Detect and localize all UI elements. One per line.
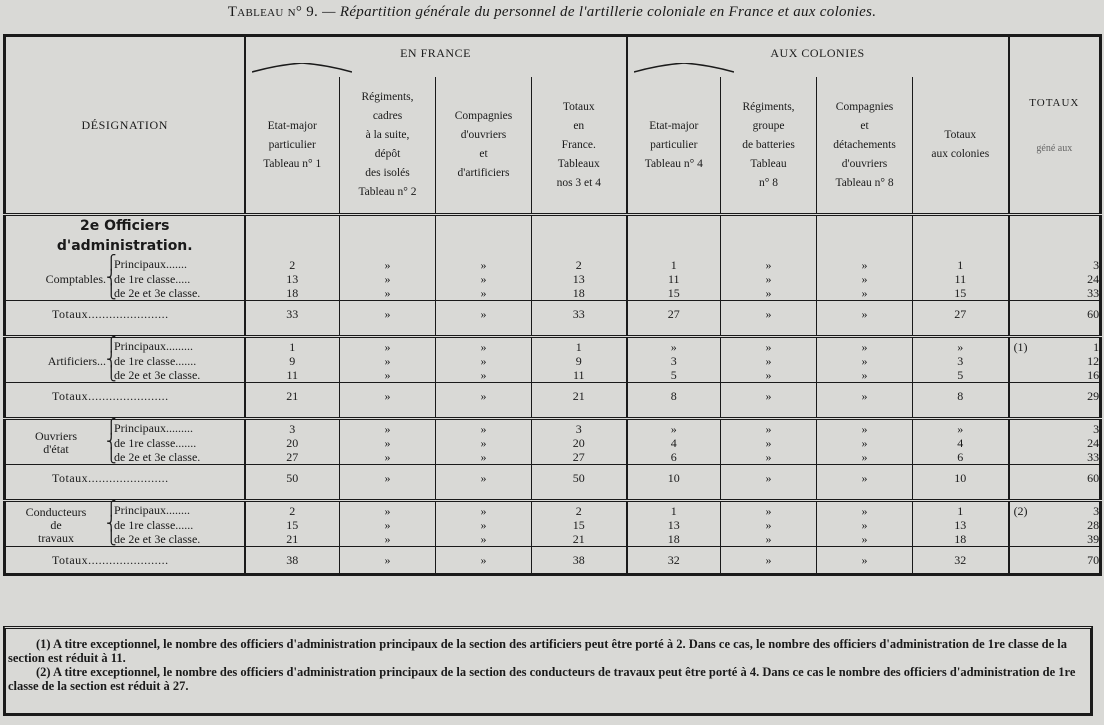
table-cell: 18 [913, 532, 1009, 547]
column-header-line: des isolés [365, 167, 410, 179]
table-cell: 16 [1009, 368, 1101, 383]
table-cell: 13 [627, 518, 721, 532]
table-cell: 39 [1009, 532, 1101, 547]
table-cell: 18 [627, 532, 721, 547]
table-row [5, 436, 1101, 450]
table-caption: — Répartition générale du personnel de l'artillerie coloniale en France et aux colonies. [322, 4, 877, 20]
table-cell: 4 [913, 436, 1009, 450]
table-cell: » [436, 501, 532, 519]
table-cell: 24 [1009, 436, 1101, 450]
category-label: Artificiers... [47, 354, 106, 368]
table-cell: 3 [627, 354, 721, 368]
footnote-1: (1) A titre exceptionnel, le nombre des officiers d'administration principaux de la section des artificiers peut être porté à 2. Dans ce cas, le nombre des officiers d'administration de 1re classe de la section est réduit à 11. [8, 637, 1068, 665]
group-divider [5, 409, 1101, 419]
table-cell: 1 [627, 256, 721, 272]
table-cell: 3 [532, 419, 627, 437]
table-cell: » [817, 532, 913, 547]
table-cell: » [817, 337, 913, 355]
row-label-text: Principaux......... [114, 421, 193, 435]
column-header-line: Tableau [750, 157, 787, 170]
row-label [5, 532, 245, 547]
table-cell: 20 [532, 436, 627, 450]
table-cell: » [817, 547, 913, 575]
brace-icon: ⎧ [106, 338, 117, 353]
column-header-line: d'ouvriers [460, 129, 507, 141]
column-header-line: Tableau n° 2 [358, 186, 417, 198]
table-cell: 11 [627, 272, 721, 286]
table-cell: 29 [1009, 383, 1101, 410]
table-cell: » [721, 301, 817, 328]
column-header-line: groupe [752, 119, 785, 132]
table-cell: » [721, 532, 817, 547]
table-cell: 38 [532, 547, 627, 575]
brace-icon: ⎧ [106, 420, 117, 435]
column-header [721, 77, 817, 215]
table-cell: » [340, 256, 436, 272]
table-cell: 15 [913, 286, 1009, 301]
table-cell: 15 [245, 518, 340, 532]
table-cell: » [721, 547, 817, 575]
table-row [5, 518, 1101, 532]
column-header [817, 77, 913, 215]
column-header [532, 77, 627, 215]
table-cell: 50 [245, 465, 340, 492]
column-header-line: Régiments, [742, 100, 795, 113]
table-cell: » [721, 419, 817, 437]
table-cell: » [436, 337, 532, 355]
row-label-text: de 2e et 3e classe. [114, 450, 201, 464]
column-header-line: Compagnies [454, 110, 513, 122]
table-cell: 33 [532, 301, 627, 328]
table-cell: 15 [532, 518, 627, 532]
totals-row [5, 383, 1101, 410]
row-label [5, 450, 245, 465]
table-cell: 3 (2) [1009, 501, 1101, 519]
table-cell: » [340, 286, 436, 301]
table-cell: 27 [913, 301, 1009, 328]
row-label [5, 354, 245, 368]
table-cell: 70 [1009, 547, 1101, 575]
table-cell: » [817, 450, 913, 465]
table-cell: 1 (1) [1009, 337, 1101, 355]
table-cell: » [340, 301, 436, 328]
table-cell: 1 [913, 256, 1009, 272]
table-cell: 32 [913, 547, 1009, 575]
table-cell: 8 [627, 383, 721, 410]
totals-label: Totaux....................... [5, 465, 245, 492]
table-cell: 33 [245, 301, 340, 328]
table-cell: » [340, 501, 436, 519]
footnote-2: (2) A titre exceptionnel, le nombre des officiers d'administration principaux de la section des conducteurs de travaux peut être porté à 4. Dans ce cas le nombre des officiers d'administration de 1re classe de la section est réduit à 27. [8, 665, 1076, 693]
table-cell: » [436, 465, 532, 492]
brace-icon: ⎨ [106, 435, 117, 450]
table-cell: » [817, 272, 913, 286]
table-cell: » [721, 272, 817, 286]
column-header-line: dépôt [374, 148, 401, 160]
table-cell: » [436, 436, 532, 450]
brace-icon [634, 63, 734, 73]
designation-header: DÉSIGNATION [5, 36, 245, 215]
table-cell: 1 [245, 337, 340, 355]
table-cell: 20 [245, 436, 340, 450]
table-cell: 9 [245, 354, 340, 368]
table-cell: » [436, 532, 532, 547]
table-cell: » [436, 354, 532, 368]
table-cell: » [913, 337, 1009, 355]
row-label-text: de 1re classe..... [114, 272, 191, 286]
totals-row [5, 301, 1101, 328]
column-header-line: détachements [833, 138, 896, 151]
table-row [5, 337, 1101, 355]
column-header-line: particulier [650, 138, 698, 151]
table-cell: 15 [627, 286, 721, 301]
table-cell: 1 [532, 337, 627, 355]
row-label-text: de 2e et 3e classe. [114, 368, 201, 382]
table-cell: » [721, 518, 817, 532]
table-cell: » [436, 383, 532, 410]
table-row [5, 501, 1101, 519]
brace-icon: ⎧ [106, 502, 117, 517]
table-cell: 21 [532, 383, 627, 410]
table-cell: 18 [245, 286, 340, 301]
footnotes [3, 626, 1093, 716]
table-cell: » [436, 272, 532, 286]
column-header [340, 77, 436, 215]
brace-icon: ⎩ [106, 531, 117, 546]
table-cell: » [817, 354, 913, 368]
table-cell: 2 [532, 501, 627, 519]
table-cell: 21 [245, 383, 340, 410]
row-label [5, 286, 245, 301]
table-cell: 33 [1009, 450, 1101, 465]
column-header-line: Tableau n° 4 [644, 157, 703, 170]
table-row [5, 286, 1101, 301]
table-cell: » [436, 547, 532, 575]
table-cell: » [436, 256, 532, 272]
column-header-line: Régiments, [361, 91, 414, 103]
table-cell: » [340, 337, 436, 355]
table-row [5, 450, 1101, 465]
column-header-line: nos 3 et 4 [556, 176, 601, 189]
table-cell: » [340, 518, 436, 532]
table-row [5, 256, 1101, 272]
table-cell: » [340, 272, 436, 286]
table-cell: 18 [532, 286, 627, 301]
table-cell: 6 [913, 450, 1009, 465]
table-cell: 32 [627, 547, 721, 575]
column-header-line: Etat-major [267, 119, 317, 132]
table-cell: 3 [245, 419, 340, 437]
brace-icon: ⎨ [106, 271, 117, 286]
table-cell: » [817, 256, 913, 272]
table-cell: » [340, 368, 436, 383]
totals-label: Totaux....................... [5, 547, 245, 575]
table-cell: » [817, 368, 913, 383]
column-header-line: d'artificiers [457, 167, 510, 179]
column-header-line: et [479, 148, 488, 160]
table-row [5, 532, 1101, 547]
row-label [5, 272, 245, 286]
note-mark: (2) [1013, 504, 1028, 518]
table-cell: » [340, 419, 436, 437]
table-cell: 10 [627, 465, 721, 492]
table-cell: 2 [532, 256, 627, 272]
row-label-text: Principaux........ [114, 503, 190, 517]
table-cell: » [436, 518, 532, 532]
totals-row [5, 547, 1101, 575]
table-cell: » [817, 518, 913, 532]
table-cell: 3 [1009, 256, 1101, 272]
column-header-line: d'ouvriers [841, 157, 888, 170]
table-cell: 27 [245, 450, 340, 465]
column-header-line: n° 8 [759, 176, 779, 189]
column-header-line: Tableaux [557, 157, 600, 170]
table-title [0, 4, 1104, 21]
table-cell: 27 [627, 301, 721, 328]
table-cell: 1 [627, 501, 721, 519]
table-cell: » [817, 301, 913, 328]
table-cell: 5 [627, 368, 721, 383]
table-cell: » [340, 450, 436, 465]
column-header-line: à la suite, [365, 129, 410, 141]
row-label-text: de 2e et 3e classe. [114, 286, 201, 300]
row-label [5, 368, 245, 383]
brace-icon [252, 63, 352, 73]
table-cell: » [817, 436, 913, 450]
table-cell: » [340, 532, 436, 547]
column-header-line: particulier [268, 138, 316, 151]
category-label: Conducteurs de travaux [25, 504, 87, 545]
column-header-line: Totaux [944, 129, 977, 141]
table-cell: » [817, 501, 913, 519]
table-cell: » [340, 383, 436, 410]
brace-icon: ⎩ [106, 367, 117, 382]
row-label-text: Principaux....... [114, 257, 187, 271]
column-header [436, 77, 532, 215]
brace-icon: ⎨ [106, 517, 117, 532]
column-header-line: Etat-major [649, 119, 699, 132]
column-header [627, 77, 721, 215]
table-cell: » [913, 419, 1009, 437]
table-cell: 1 [913, 501, 1009, 519]
table-cell: 60 [1009, 301, 1101, 328]
row-label [5, 337, 245, 355]
table-cell: 21 [245, 532, 340, 547]
table-cell: » [817, 383, 913, 410]
brace-icon: ⎩ [106, 285, 117, 300]
distribution-table [3, 34, 1102, 576]
table-cell: » [721, 383, 817, 410]
row-label-text: de 1re classe...... [114, 518, 194, 532]
table-row [5, 368, 1101, 383]
table-cell: 3 [1009, 419, 1101, 437]
table-cell: 28 [1009, 518, 1101, 532]
table-cell: 4 [627, 436, 721, 450]
table-cell: » [817, 465, 913, 492]
table-cell: » [721, 501, 817, 519]
table-cell: » [436, 368, 532, 383]
table-cell: 21 [532, 532, 627, 547]
brace-icon: ⎧ [106, 256, 117, 271]
table-cell: 11 [245, 368, 340, 383]
table-cell: 13 [532, 272, 627, 286]
table-cell: 3 [913, 354, 1009, 368]
table-row [5, 354, 1101, 368]
table-cell: 10 [913, 465, 1009, 492]
table-cell: » [340, 547, 436, 575]
aux-colonies-header: AUX COLONIES [627, 36, 1009, 78]
table-cell: 6 [627, 450, 721, 465]
table-cell: 11 [532, 368, 627, 383]
table-cell: 33 [1009, 286, 1101, 301]
table-cell: 5 [913, 368, 1009, 383]
totaux-generaux-header: TOTAUX géné aux [1009, 36, 1101, 215]
table-cell: 24 [1009, 272, 1101, 286]
table-cell: » [721, 436, 817, 450]
table-cell: 50 [532, 465, 627, 492]
table-cell: 27 [532, 450, 627, 465]
brace-icon: ⎩ [106, 449, 117, 464]
table-cell: » [340, 354, 436, 368]
table-cell: 12 [1009, 354, 1101, 368]
table-cell: » [721, 337, 817, 355]
brace-icon: ⎨ [106, 353, 117, 368]
table-cell: » [721, 256, 817, 272]
table-cell: » [436, 301, 532, 328]
column-header [245, 77, 340, 215]
totals-row [5, 465, 1101, 492]
table-cell: » [627, 337, 721, 355]
section-title: 2e Officiers d'administration. [56, 218, 193, 254]
table-cell: » [436, 419, 532, 437]
table-cell: 60 [1009, 465, 1101, 492]
totals-label: Totaux....................... [5, 383, 245, 410]
row-label-text: de 1re classe....... [114, 436, 197, 450]
table-cell: 8 [913, 383, 1009, 410]
table-cell: 2 [245, 501, 340, 519]
row-label-text: de 2e et 3e classe. [114, 532, 201, 546]
table-cell: » [721, 465, 817, 492]
table-cell: 13 [245, 272, 340, 286]
table-row [5, 272, 1101, 286]
table-cell: 13 [913, 518, 1009, 532]
column-header-line: en [573, 119, 585, 132]
table-cell: » [721, 354, 817, 368]
table-cell: » [436, 286, 532, 301]
table-row [5, 419, 1101, 437]
group-divider [5, 327, 1101, 337]
column-header-line: Tableau n° 8 [835, 176, 894, 189]
table-cell: » [721, 450, 817, 465]
table-cell: » [817, 286, 913, 301]
table-cell: » [340, 465, 436, 492]
column-header-line: France. [561, 138, 596, 151]
table-cell: » [627, 419, 721, 437]
table-cell: » [436, 450, 532, 465]
table-cell: » [340, 436, 436, 450]
table-cell: 38 [245, 547, 340, 575]
column-header-line: cadres [372, 110, 403, 122]
table-cell: » [721, 286, 817, 301]
table-number: Tableau n° 9. [227, 4, 319, 20]
column-header-line: de batteries [742, 138, 795, 151]
row-label-text: Principaux......... [114, 339, 193, 353]
row-label-text: de 1re classe....... [114, 354, 197, 368]
column-header-line: Compagnies [835, 100, 894, 113]
table-cell: 9 [532, 354, 627, 368]
totals-label: Totaux....................... [5, 301, 245, 328]
column-header-line: aux colonies [931, 148, 990, 160]
en-france-header: EN FRANCE [245, 36, 627, 78]
column-header-line: Totaux [562, 100, 595, 113]
row-label [5, 256, 245, 272]
table-cell: » [817, 419, 913, 437]
note-mark: (1) [1013, 340, 1028, 354]
column-header-line: Tableau n° 1 [263, 157, 322, 170]
group-divider [5, 491, 1101, 501]
category-label: Comptables. [45, 272, 106, 286]
column-header-line: et [860, 119, 869, 132]
table-cell: 2 [245, 256, 340, 272]
row-label: Ouvriers d'état ⎨ de 1re classe....... [35, 429, 197, 456]
table-cell: 11 [913, 272, 1009, 286]
column-header [913, 77, 1009, 215]
table-cell: » [721, 368, 817, 383]
